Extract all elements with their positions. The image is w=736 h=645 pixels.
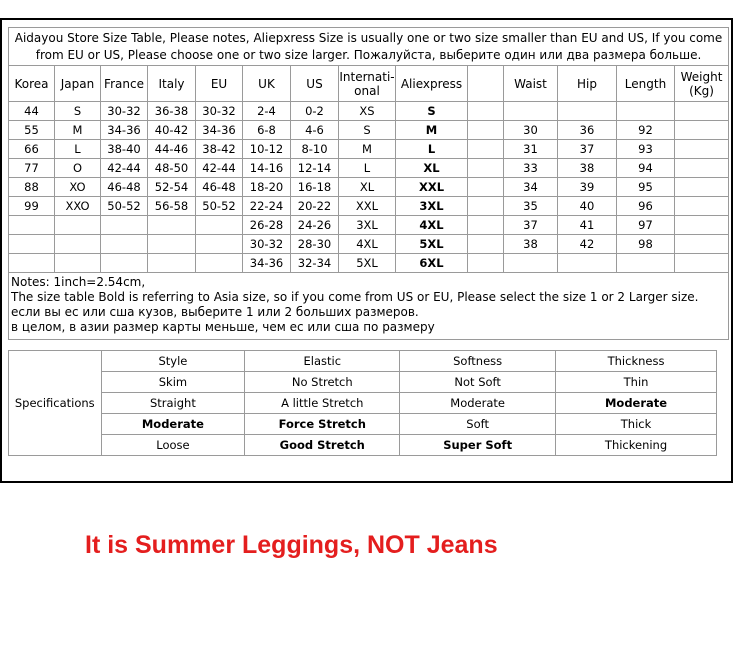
column-header: Hip	[558, 66, 617, 102]
size-cell	[148, 216, 196, 235]
size-cell: 6-8	[243, 121, 291, 140]
spec-cell: Good Stretch	[245, 435, 400, 456]
size-cell	[675, 121, 729, 140]
size-cell: 44	[9, 102, 55, 121]
size-cell: 33	[504, 159, 558, 178]
size-cell: 37	[558, 140, 617, 159]
column-header: Japan	[55, 66, 101, 102]
size-cell: 44-46	[148, 140, 196, 159]
size-cell: 42	[558, 235, 617, 254]
size-cell: 26-28	[243, 216, 291, 235]
spec-cell: No Stretch	[245, 372, 400, 393]
size-cell	[196, 216, 243, 235]
column-header: France	[101, 66, 148, 102]
size-cell: M	[396, 121, 468, 140]
size-cell: 37	[504, 216, 558, 235]
size-cell: XL	[396, 159, 468, 178]
size-cell	[617, 254, 675, 273]
size-cell: S	[396, 102, 468, 121]
size-cell: S	[55, 102, 101, 121]
size-cell: 42-44	[196, 159, 243, 178]
size-cell: XXL	[339, 197, 396, 216]
spec-row	[9, 351, 717, 372]
spec-cell: Soft	[400, 414, 556, 435]
size-cell: 22-24	[243, 197, 291, 216]
size-cell: 0-2	[291, 102, 339, 121]
size-cell: 4XL	[396, 216, 468, 235]
size-row	[9, 235, 729, 254]
size-cell: 40-42	[148, 121, 196, 140]
size-row	[9, 140, 729, 159]
size-cell: XXO	[55, 197, 101, 216]
size-cell: 30-32	[196, 102, 243, 121]
size-cell	[675, 102, 729, 121]
size-cell	[148, 235, 196, 254]
size-table-header-row	[9, 66, 729, 102]
size-cell	[675, 178, 729, 197]
size-cell	[468, 254, 504, 273]
size-cell	[675, 254, 729, 273]
spec-cell: Moderate	[556, 393, 717, 414]
size-cell: L	[396, 140, 468, 159]
spec-row	[9, 393, 717, 414]
size-row	[9, 102, 729, 121]
size-cell: 8-10	[291, 140, 339, 159]
size-cell: 66	[9, 140, 55, 159]
spec-cell: A little Stretch	[245, 393, 400, 414]
size-cell: 50-52	[101, 197, 148, 216]
size-cell: 34	[504, 178, 558, 197]
size-cell	[558, 254, 617, 273]
column-header: EU	[196, 66, 243, 102]
size-cell: 30-32	[243, 235, 291, 254]
size-cell: 18-20	[243, 178, 291, 197]
size-cell	[468, 140, 504, 159]
size-cell: 4XL	[339, 235, 396, 254]
size-row	[9, 159, 729, 178]
size-row	[9, 178, 729, 197]
column-header: Korea	[9, 66, 55, 102]
size-cell	[504, 254, 558, 273]
size-cell	[504, 102, 558, 121]
column-header: Aliexpress	[396, 66, 468, 102]
size-cell	[468, 121, 504, 140]
size-cell: 95	[617, 178, 675, 197]
notes-line: в целом, в азии размер карты меньше, чем ес или сша по размеру	[11, 320, 435, 334]
size-cell	[468, 216, 504, 235]
size-row	[9, 216, 729, 235]
size-cell: 38	[504, 235, 558, 254]
size-cell: 39	[558, 178, 617, 197]
size-cell: 99	[9, 197, 55, 216]
size-cell: 36	[558, 121, 617, 140]
size-cell: 32-34	[291, 254, 339, 273]
notes-line: если вы ес или сша кузов, выберите 1 или 2 больших размеров.	[11, 305, 419, 319]
size-cell: 97	[617, 216, 675, 235]
notes-line: The size table Bold is referring to Asia size, so if you come from US or EU, Please select the size 1 or 2 Larger size.	[11, 290, 699, 304]
size-cell: 52-54	[148, 178, 196, 197]
spec-cell: Thickness	[556, 351, 717, 372]
size-chart-frame	[0, 18, 733, 483]
size-cell: 40	[558, 197, 617, 216]
size-cell: O	[55, 159, 101, 178]
size-cell	[101, 254, 148, 273]
size-cell	[675, 140, 729, 159]
size-cell	[55, 254, 101, 273]
size-cell: XO	[55, 178, 101, 197]
size-cell: 34-36	[243, 254, 291, 273]
size-cell: S	[339, 121, 396, 140]
size-cell: 50-52	[196, 197, 243, 216]
size-cell: 14-16	[243, 159, 291, 178]
size-cell: 34-36	[101, 121, 148, 140]
size-cell: 5XL	[396, 235, 468, 254]
column-header: Italy	[148, 66, 196, 102]
spec-cell: Skim	[101, 372, 245, 393]
spec-cell: Elastic	[245, 351, 400, 372]
size-cell: 12-14	[291, 159, 339, 178]
size-cell: 2-4	[243, 102, 291, 121]
size-cell: 77	[9, 159, 55, 178]
spec-cell: Super Soft	[400, 435, 556, 456]
size-cell	[196, 235, 243, 254]
size-cell: 42-44	[101, 159, 148, 178]
size-table-notice: Aidayou Store Size Table, Please notes, Aliepxress Size is usually one or two size smaller than EU and US, If you come from EU or US, Please choose one or two size larger. Пожалуйста, выберите один или два размера больше.	[9, 28, 729, 66]
column-header: US	[291, 66, 339, 102]
size-cell	[675, 197, 729, 216]
size-row	[9, 121, 729, 140]
size-cell: 5XL	[339, 254, 396, 273]
spec-row	[9, 414, 717, 435]
spec-cell: Force Stretch	[245, 414, 400, 435]
size-cell: 4-6	[291, 121, 339, 140]
size-cell: 46-48	[196, 178, 243, 197]
specifications-label: Specifications	[9, 351, 102, 456]
size-cell	[9, 235, 55, 254]
size-cell	[617, 102, 675, 121]
column-header: Waist	[504, 66, 558, 102]
size-cell: L	[339, 159, 396, 178]
size-cell: 30	[504, 121, 558, 140]
size-cell	[9, 254, 55, 273]
size-cell: 48-50	[148, 159, 196, 178]
size-cell	[468, 197, 504, 216]
column-header: Weight (Kg)	[675, 66, 729, 102]
size-cell: 24-26	[291, 216, 339, 235]
spec-cell: Softness	[400, 351, 556, 372]
size-cell: 46-48	[101, 178, 148, 197]
spec-cell: Thickening	[556, 435, 717, 456]
column-header	[468, 66, 504, 102]
column-header: Length	[617, 66, 675, 102]
size-cell: 3XL	[396, 197, 468, 216]
size-cell: 35	[504, 197, 558, 216]
size-cell: 16-18	[291, 178, 339, 197]
column-header: Internati-onal	[339, 66, 396, 102]
size-cell: 38	[558, 159, 617, 178]
size-cell: XXL	[396, 178, 468, 197]
spec-cell: Not Soft	[400, 372, 556, 393]
spec-row	[9, 372, 717, 393]
spec-cell: Moderate	[400, 393, 556, 414]
size-cell: 20-22	[291, 197, 339, 216]
size-cell: 38-42	[196, 140, 243, 159]
size-cell: 28-30	[291, 235, 339, 254]
spec-cell: Loose	[101, 435, 245, 456]
size-cell: 3XL	[339, 216, 396, 235]
size-cell: 36-38	[148, 102, 196, 121]
size-cell: XL	[339, 178, 396, 197]
size-cell: 31	[504, 140, 558, 159]
size-cell	[675, 159, 729, 178]
size-cell: 96	[617, 197, 675, 216]
size-cell	[9, 216, 55, 235]
size-cell: 55	[9, 121, 55, 140]
size-cell: M	[339, 140, 396, 159]
size-cell	[558, 102, 617, 121]
size-cell: 30-32	[101, 102, 148, 121]
size-cell	[196, 254, 243, 273]
size-cell	[675, 216, 729, 235]
size-cell: XS	[339, 102, 396, 121]
size-cell	[55, 216, 101, 235]
size-cell	[148, 254, 196, 273]
size-cell	[468, 159, 504, 178]
size-cell	[55, 235, 101, 254]
size-row	[9, 197, 729, 216]
spec-cell: Moderate	[101, 414, 245, 435]
size-table	[8, 27, 729, 340]
summer-leggings-banner: It is Summer Leggings, NOT Jeans	[85, 531, 498, 559]
size-table-notes	[9, 273, 729, 340]
spec-cell: Style	[101, 351, 245, 372]
size-cell: 92	[617, 121, 675, 140]
spec-cell: Thin	[556, 372, 717, 393]
size-cell: 6XL	[396, 254, 468, 273]
size-cell: 10-12	[243, 140, 291, 159]
size-cell: 94	[617, 159, 675, 178]
size-cell: L	[55, 140, 101, 159]
size-cell: 38-40	[101, 140, 148, 159]
size-cell: 98	[617, 235, 675, 254]
notes-line: Notes: 1inch=2.54cm,	[11, 275, 146, 289]
size-cell	[468, 102, 504, 121]
spec-cell: Straight	[101, 393, 245, 414]
size-cell	[101, 235, 148, 254]
size-cell: 56-58	[148, 197, 196, 216]
size-cell	[468, 235, 504, 254]
size-cell: 88	[9, 178, 55, 197]
size-cell	[468, 178, 504, 197]
size-cell: 41	[558, 216, 617, 235]
size-cell: 34-36	[196, 121, 243, 140]
spec-row	[9, 435, 717, 456]
column-header: UK	[243, 66, 291, 102]
size-cell	[675, 235, 729, 254]
size-cell: 93	[617, 140, 675, 159]
size-cell: M	[55, 121, 101, 140]
size-cell	[101, 216, 148, 235]
specifications-table	[8, 350, 717, 456]
spec-cell: Thick	[556, 414, 717, 435]
size-row	[9, 254, 729, 273]
